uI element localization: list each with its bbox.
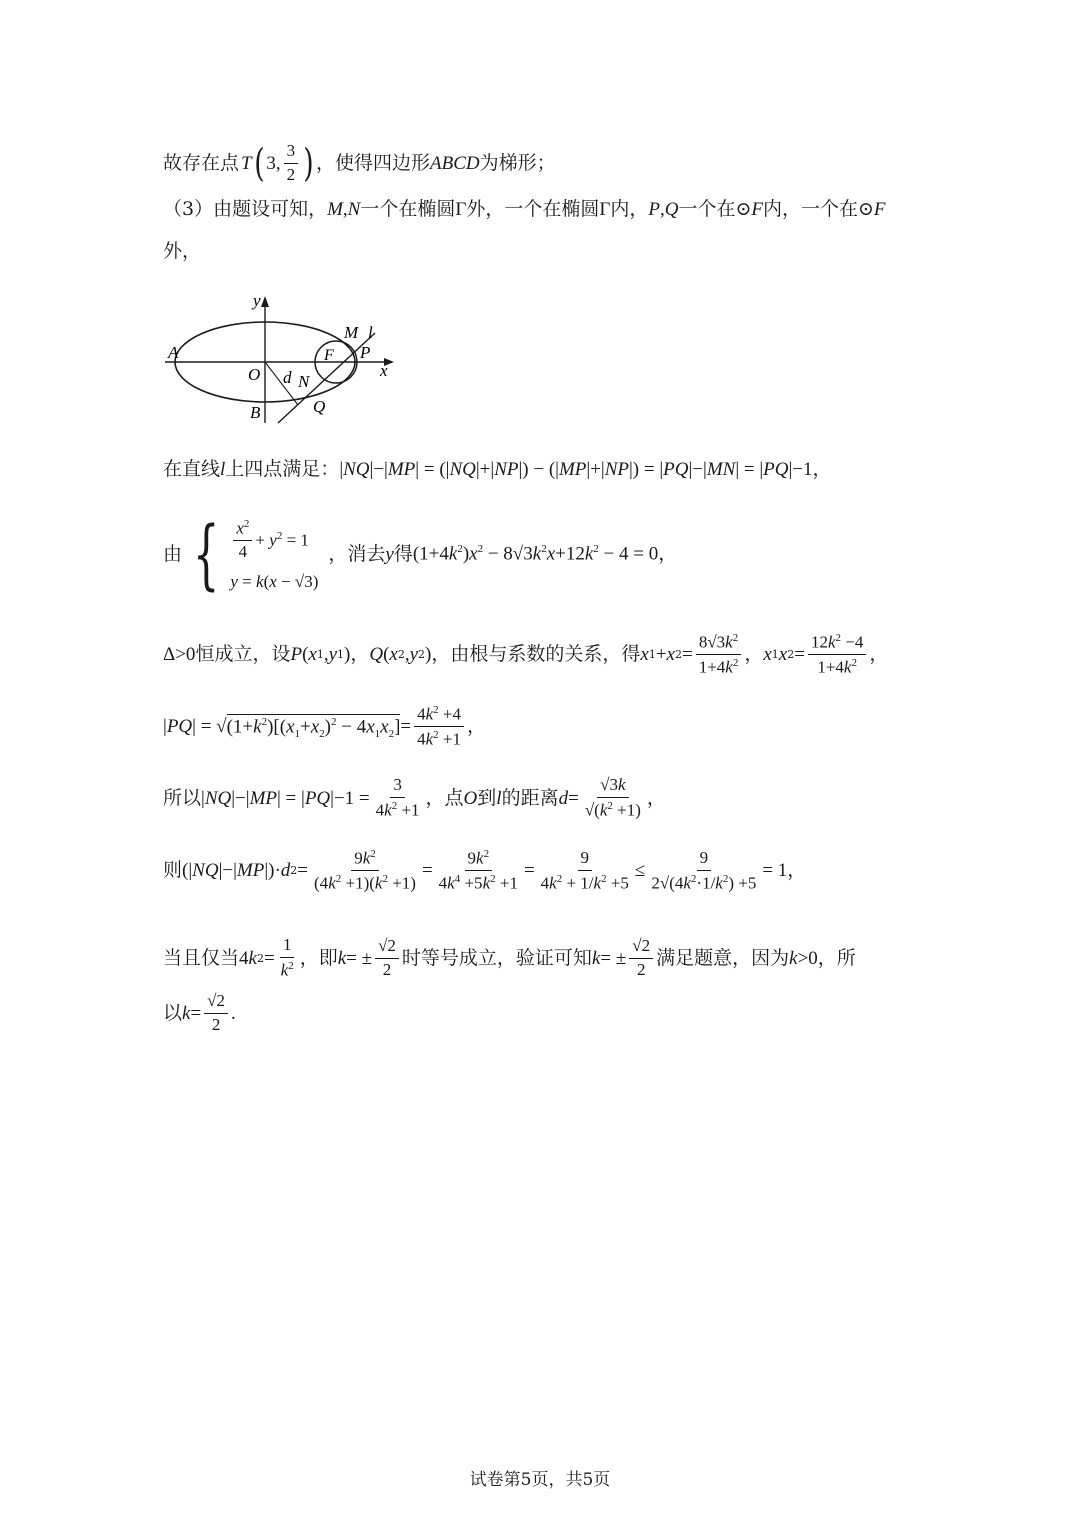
text-line-11: 以 k = $\frac{√2}{2}$ .: [163, 991, 236, 1034]
text-line-8: 所以 | NQ |−| MP | = | PQ |−1 = $\frac{3}{4k^2 +1}$ ，点 O 到 l 的距离 d = $\frac{√3k}{√(k^2 +1)}$ ，: [163, 775, 666, 820]
label-N: N: [298, 372, 310, 391]
page-footer: 试卷第5页，共5页: [469, 1470, 611, 1490]
label-Q: Q: [313, 397, 326, 416]
label-P: P: [360, 343, 371, 362]
label-B: B: [250, 403, 261, 422]
label-O: O: [248, 365, 261, 384]
text-line-2: （3）由题设可知， M , N 一个在椭圆 Γ 外，一个在椭圆 Γ 内， P , Q 一个在⊙ F 内，一个在⊙ F: [163, 198, 886, 220]
text-line-4: 在直线 l 上四点满足： | NQ |−| MP | = (| NQ |+| NP |) − (| MP |+| NP |) = | PQ |−| MN | = | PQ |−1，: [163, 458, 832, 480]
ellipse-diagram: [160, 288, 400, 428]
label-y: y: [253, 291, 261, 310]
text-line-5: 由 { $\frac{x^2}{4}$ + $y^2 = 1$ y = k(x − √3) ，消去 y 得 $(1+4k^2)x^2 - 8√3k^2x+12k^2 - 4 = 0$，: [163, 509, 678, 598]
label-d: d: [283, 368, 292, 387]
text-line-10: 当且仅当 4 k 2 = $\frac{1}{k^2}$ ，即 k = ± $\frac{√2}{2}$ 时等号成立，验证可知 k = ± $\frac{√2}{2}$ 满足题意，因为 k >0 ，所: [163, 935, 856, 980]
label-F: F: [324, 347, 334, 364]
label-l: l: [368, 323, 373, 342]
text-line-3: 外，: [163, 240, 202, 262]
text-line-7: | PQ | = √ $(1+k^2)[(x_1+x_2)^2 - 4x_1x_2]$ = $\frac{4k^2 +4}{4k^2 +1}$ ，: [163, 704, 487, 749]
text-line-9: 则 (| NQ |−| MP |)· d 2 = $\frac{9k^2}{(4k^2 +1)(k^2 +1)}$ = $\frac{9k^2}{4k^4 +5k^2 +1}$ = $\frac{9}{4k^2 + 1/k^2 +5}$ ≤ $\frac{9}{2√(4k^2\cdot 1/k^2) +5}$ = 1，: [163, 847, 807, 893]
label-x: x: [380, 361, 388, 380]
text-line-6: Δ>0 恒成立，设 P ( x 1 , y 1 )， Q ( x 2 , y 2 )， 由根与系数的关系，得 x 1 + x 2 = $\frac{8√3k^2}{1+4k^2}$ ， x 1 x 2 = $\frac{12k^2 -4}{1+4k^2}$ ，: [163, 632, 889, 677]
text-line-1: 故存在点 T ( 3, $\frac{3}{2}$ ) ，使得四边形 ABCD 为梯形；: [163, 141, 556, 186]
equation-system: $\frac{x^2}{4}$ + $y^2 = 1$ y = k(x − √3): [230, 517, 319, 592]
label-A: A: [168, 343, 179, 362]
label-M: M: [344, 323, 359, 342]
